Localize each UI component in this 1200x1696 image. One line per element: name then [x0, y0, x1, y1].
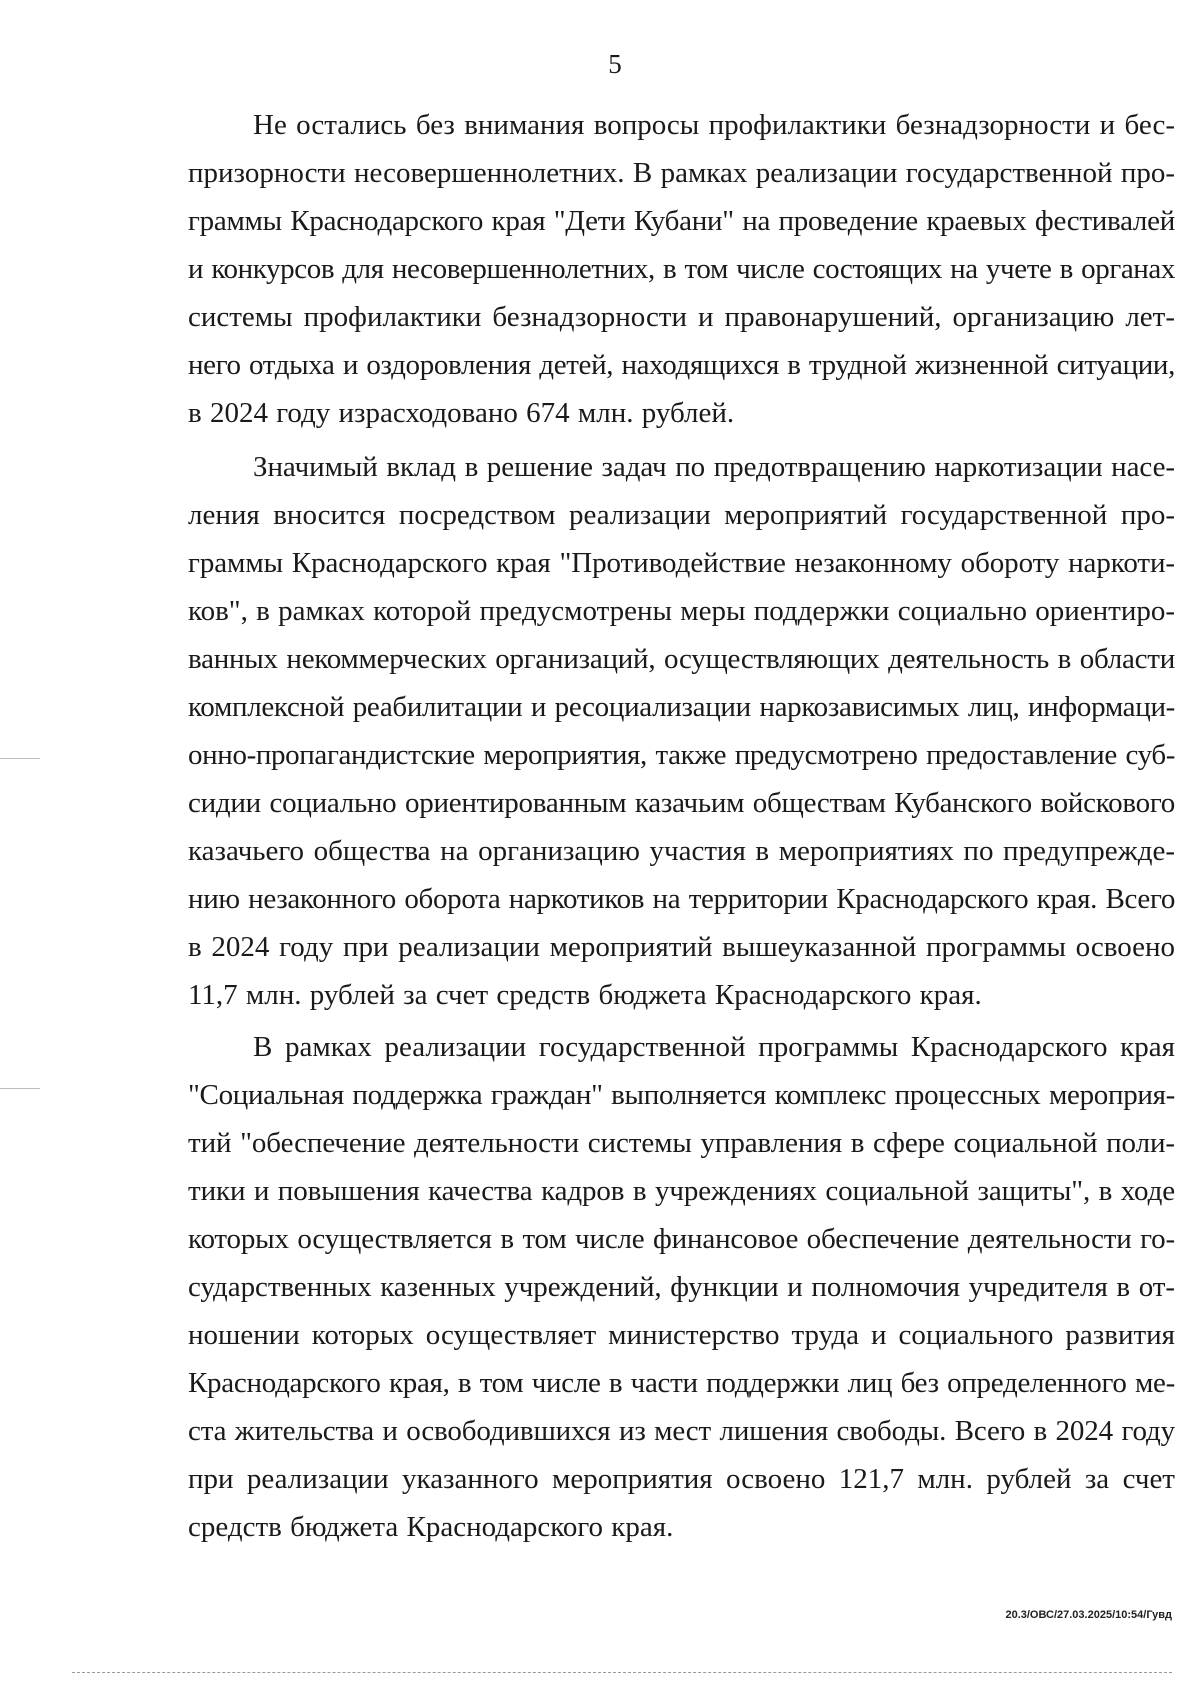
bottom-divider [72, 1672, 1172, 1673]
text-line: системы профилактики безнадзорности и правонарушений, организацию лет- [188, 301, 1175, 333]
text-line: комплексной реабилитации и ресоциализации наркозависимых лиц, информаци- [188, 691, 1175, 723]
paragraph-3 [188, 1023, 1175, 1551]
text-line: ста жительства и освободившихся из мест лишения свободы. Всего в 2024 году [188, 1415, 1175, 1447]
text-line: сударственных казенных учреждений, функции и полномочия учредителя в от- [188, 1271, 1175, 1303]
text-line: 11,7 млн. рублей за счет средств бюджета Краснодарского края. [188, 979, 982, 1011]
text-line: ков", в рамках которой предусмотрены меры поддержки социально ориентиро- [188, 595, 1175, 627]
text-line: Не остались без внимания вопросы профилактики безнадзорности и бес- [253, 109, 1175, 141]
text-line: В рамках реализации государственной программы Краснодарского края [253, 1031, 1175, 1063]
text-line: и конкурсов для несовершеннолетних, в том числе состоящих на учете в органах [188, 253, 1175, 285]
paragraph-2 [188, 443, 1175, 1019]
text-line: Краснодарского края, в том числе в части поддержки лиц без определенного ме- [188, 1367, 1175, 1399]
text-line: онно-пропагандистские мероприятия, также предусмотрено предоставление суб- [188, 739, 1175, 771]
document-body [188, 101, 1175, 1551]
text-line: него отдыха и оздоровления детей, находящихся в трудной жизненной ситуации, [188, 349, 1175, 381]
text-line: которых осуществляется в том числе финансовое обеспечение деятельности го- [188, 1223, 1175, 1255]
text-line: в 2024 году израсходовано 674 млн. рублей. [188, 397, 735, 429]
text-line: тий "обеспечение деятельности системы управления в сфере социальной поли- [188, 1127, 1175, 1159]
scan-margin-mark [0, 1088, 40, 1089]
page-number: 5 [608, 49, 622, 79]
document-registration-code: 20.3/ОВС/27.03.2025/10:54/Гувд [1005, 1609, 1172, 1621]
text-line: призорности несовершеннолетних. В рамках реализации государственной про- [188, 157, 1175, 189]
text-line: ношении которых осуществляет министерство труда и социального развития [188, 1319, 1175, 1351]
text-line: граммы Краснодарского края "Дети Кубани" на проведение краевых фестивалей [188, 205, 1175, 237]
text-line: "Социальная поддержка граждан" выполняется комплекс процессных мероприя- [188, 1079, 1175, 1111]
scan-margin-mark [0, 758, 40, 759]
text-line: Значимый вклад в решение задач по предотвращению наркотизации насе- [253, 451, 1175, 483]
text-line: при реализации указанного мероприятия освоено 121,7 млн. рублей за счет [188, 1463, 1175, 1495]
paragraph-1 [188, 101, 1175, 437]
text-line: казачьего общества на организацию участия в мероприятиях по предупрежде- [188, 835, 1175, 867]
text-line: в 2024 году при реализации мероприятий вышеуказанной программы освоено [188, 931, 1175, 963]
text-line: средств бюджета Краснодарского края. [188, 1511, 674, 1543]
text-line: сидии социально ориентированным казачьим обществам Кубанского войскового [188, 787, 1175, 819]
text-line: тики и повышения качества кадров в учреждениях социальной защиты", в ходе [188, 1175, 1175, 1207]
text-line: ления вносится посредством реализации мероприятий государственной про- [188, 499, 1175, 531]
text-line: ванных некоммерческих организаций, осуществляющих деятельность в области [188, 643, 1175, 675]
text-line: нию незаконного оборота наркотиков на территории Краснодарского края. Всего [188, 883, 1175, 915]
text-line: граммы Краснодарского края "Противодействие незаконному обороту наркоти- [188, 547, 1175, 579]
